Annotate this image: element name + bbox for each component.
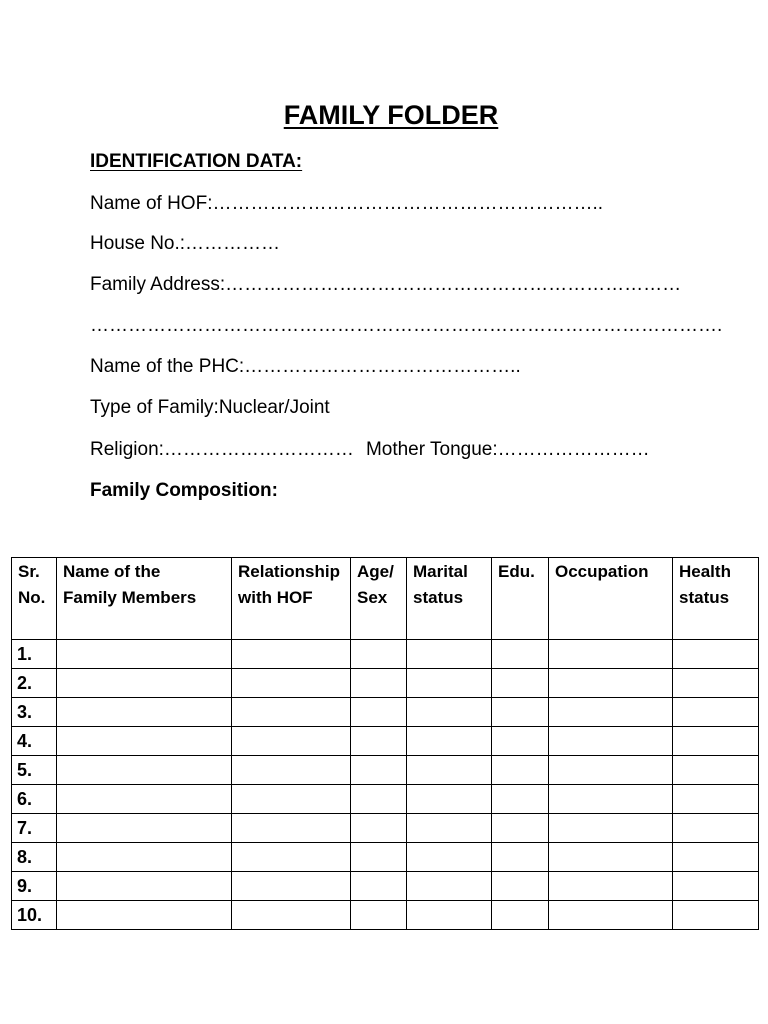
header-sr-no: Sr. No. <box>12 558 57 640</box>
header-health-status: Health status <box>673 558 759 640</box>
marital-status-cell[interactable] <box>407 843 492 872</box>
header-relationship: Relationship with HOF <box>232 558 351 640</box>
occupation-cell[interactable] <box>549 669 673 698</box>
marital-status-cell[interactable] <box>407 756 492 785</box>
relationship-cell[interactable] <box>232 901 351 930</box>
occupation-cell[interactable] <box>549 727 673 756</box>
table-row <box>12 698 759 727</box>
health-status-cell[interactable] <box>673 640 759 669</box>
occupation-cell[interactable] <box>549 698 673 727</box>
age-sex-cell[interactable] <box>351 872 407 901</box>
occupation-cell[interactable] <box>549 814 673 843</box>
education-cell[interactable] <box>492 814 549 843</box>
table-row <box>12 785 759 814</box>
age-sex-cell[interactable] <box>351 785 407 814</box>
identification-heading: IDENTIFICATION DATA: <box>90 151 303 172</box>
table-body <box>12 640 759 930</box>
occupation-cell[interactable] <box>549 640 673 669</box>
member-name-cell[interactable] <box>57 698 232 727</box>
health-status-cell[interactable] <box>673 698 759 727</box>
relationship-cell[interactable] <box>232 814 351 843</box>
hof-name-field: Name of HOF:…………………………………………………….. <box>90 193 604 214</box>
relationship-cell[interactable] <box>232 727 351 756</box>
occupation-cell[interactable] <box>549 872 673 901</box>
health-status-cell[interactable] <box>673 843 759 872</box>
religion-mother-tongue-row <box>90 438 650 462</box>
member-name-cell[interactable] <box>57 901 232 930</box>
age-sex-cell[interactable] <box>351 843 407 872</box>
age-sex-cell[interactable] <box>351 814 407 843</box>
marital-status-cell[interactable] <box>407 698 492 727</box>
table-row <box>12 901 759 930</box>
sr-no-cell: 1. <box>12 640 57 669</box>
marital-status-cell[interactable] <box>407 814 492 843</box>
sr-no-cell: 6. <box>12 785 57 814</box>
relationship-cell[interactable] <box>232 640 351 669</box>
member-name-cell[interactable] <box>57 785 232 814</box>
family-type-field: Type of Family:Nuclear/Joint <box>90 397 330 418</box>
education-cell[interactable] <box>492 785 549 814</box>
age-sex-cell[interactable] <box>351 727 407 756</box>
header-age-sex: Age/ Sex <box>351 558 407 640</box>
member-name-cell[interactable] <box>57 669 232 698</box>
table-row <box>12 669 759 698</box>
sr-no-cell: 7. <box>12 814 57 843</box>
document-title-text: FAMILY FOLDER <box>283 100 499 130</box>
sr-no-cell: 3. <box>12 698 57 727</box>
occupation-cell[interactable] <box>549 901 673 930</box>
health-status-cell[interactable] <box>673 872 759 901</box>
header-education: Edu. <box>492 558 549 640</box>
sr-no-cell: 4. <box>12 727 57 756</box>
education-cell[interactable] <box>492 727 549 756</box>
age-sex-cell[interactable] <box>351 698 407 727</box>
education-cell[interactable] <box>492 669 549 698</box>
marital-status-cell[interactable] <box>407 727 492 756</box>
member-name-cell[interactable] <box>57 814 232 843</box>
age-sex-cell[interactable] <box>351 756 407 785</box>
relationship-cell[interactable] <box>232 698 351 727</box>
education-cell[interactable] <box>492 698 549 727</box>
document-title <box>0 98 768 132</box>
age-sex-cell[interactable] <box>351 669 407 698</box>
mother-tongue-field: Mother Tongue:…………………… <box>365 439 650 460</box>
relationship-cell[interactable] <box>232 843 351 872</box>
sr-no-cell: 2. <box>12 669 57 698</box>
marital-status-cell[interactable] <box>407 901 492 930</box>
occupation-cell[interactable] <box>549 756 673 785</box>
marital-status-cell[interactable] <box>407 640 492 669</box>
table-row <box>12 872 759 901</box>
table-row <box>12 727 759 756</box>
family-address-field: Family Address:……………………………………………………………… <box>90 274 682 295</box>
health-status-cell[interactable] <box>673 669 759 698</box>
religion-field: Religion:………………………… <box>90 439 354 460</box>
health-status-cell[interactable] <box>673 785 759 814</box>
member-name-cell[interactable] <box>57 872 232 901</box>
table-row <box>12 756 759 785</box>
header-member-name: Name of the Family Members <box>57 558 232 640</box>
education-cell[interactable] <box>492 843 549 872</box>
relationship-cell[interactable] <box>232 756 351 785</box>
header-marital-status: Marital status <box>407 558 492 640</box>
family-composition-table <box>11 557 759 930</box>
age-sex-cell[interactable] <box>351 640 407 669</box>
sr-no-cell: 5. <box>12 756 57 785</box>
health-status-cell[interactable] <box>673 727 759 756</box>
marital-status-cell[interactable] <box>407 785 492 814</box>
member-name-cell[interactable] <box>57 727 232 756</box>
age-sex-cell[interactable] <box>351 901 407 930</box>
health-status-cell[interactable] <box>673 756 759 785</box>
marital-status-cell[interactable] <box>407 669 492 698</box>
phc-name-field: Name of the PHC:…………………………………….. <box>90 356 521 377</box>
table-header-row <box>12 558 759 640</box>
sr-no-cell: 8. <box>12 843 57 872</box>
house-no-field: House No.:…………… <box>90 233 281 254</box>
education-cell[interactable] <box>492 901 549 930</box>
occupation-cell[interactable] <box>549 843 673 872</box>
relationship-cell[interactable] <box>232 872 351 901</box>
table-row <box>12 843 759 872</box>
health-status-cell[interactable] <box>673 901 759 930</box>
member-name-cell[interactable] <box>57 843 232 872</box>
sr-no-cell: 10. <box>12 901 57 930</box>
relationship-cell[interactable] <box>232 669 351 698</box>
table-row <box>12 814 759 843</box>
education-cell[interactable] <box>492 872 549 901</box>
marital-status-cell[interactable] <box>407 872 492 901</box>
occupation-cell[interactable] <box>549 785 673 814</box>
sr-no-cell: 9. <box>12 872 57 901</box>
member-name-cell[interactable] <box>57 756 232 785</box>
health-status-cell[interactable] <box>673 814 759 843</box>
family-composition-heading: Family Composition: <box>90 480 278 501</box>
table-row <box>12 640 759 669</box>
member-name-cell[interactable] <box>57 640 232 669</box>
education-cell[interactable] <box>492 756 549 785</box>
header-occupation: Occupation <box>549 558 673 640</box>
family-address-continuation: ………………………………………………………………………………………. <box>90 315 723 336</box>
education-cell[interactable] <box>492 640 549 669</box>
relationship-cell[interactable] <box>232 785 351 814</box>
